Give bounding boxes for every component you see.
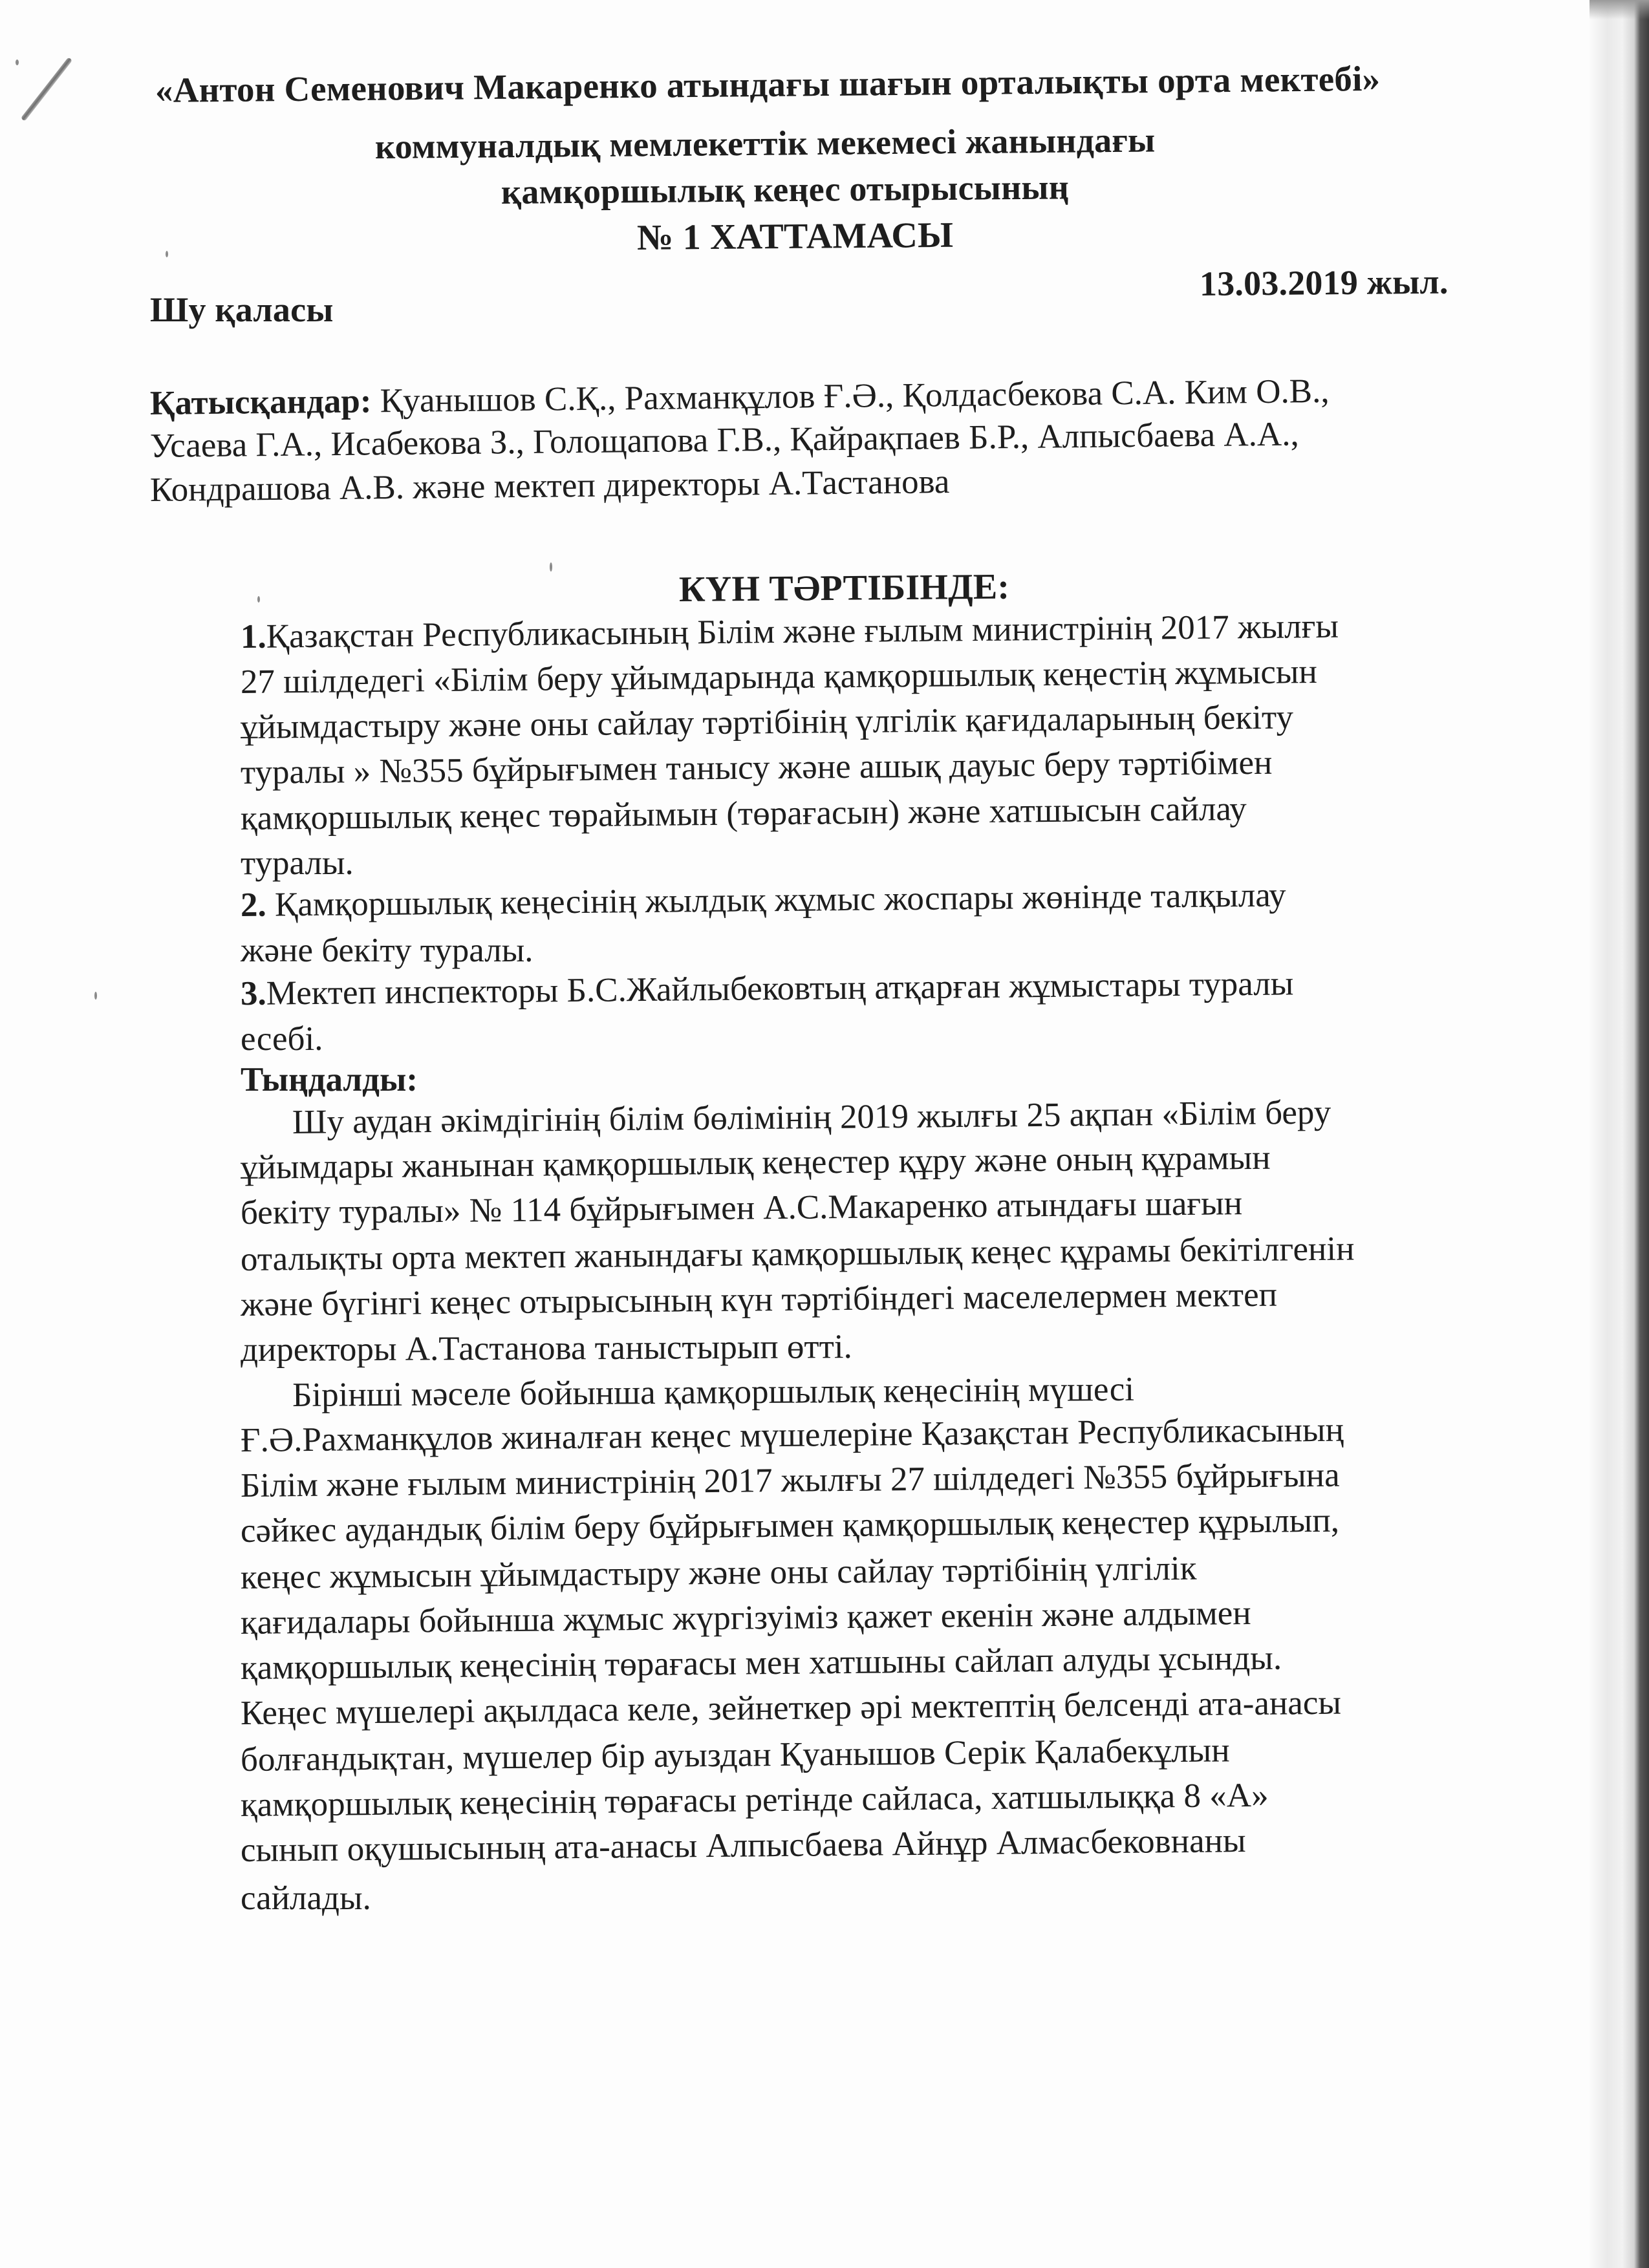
participants-label: Қатысқандар: bbox=[149, 382, 372, 422]
participants-line-3: Кондрашова А.В. және мектеп директоры А.Тастанова bbox=[149, 463, 950, 509]
scan-binding-shadow bbox=[1590, 0, 1649, 19]
scan-speck bbox=[550, 562, 552, 572]
agenda-item-1-line-5: қамқоршылық кеңес төрайымын (төрағасын) және хатшысын сайлау bbox=[240, 790, 1247, 837]
agenda-item-number: 2. bbox=[240, 886, 267, 924]
agenda-item-1-line-2: 27 шілдедегі «Білім беру ұйымдарында қамқоршылық кеңестің жұмысын bbox=[240, 653, 1318, 701]
listened-p1-line-5: және бүгінгі кеңес отырысының күн тәртібіндегі маселелермен мектеп bbox=[240, 1276, 1278, 1323]
participants-text: Қуанышов С.Қ., Рахманқұлов Ғ.Ә., Қолдасбекова С.А. Ким О.В., bbox=[371, 372, 1330, 420]
listened-p2-line-12: сайлады. bbox=[241, 1879, 371, 1917]
listened-p1-line-1: Шу аудан әкімдігінің білім бөлімінің 2019 жылғы 25 ақпан «Білім беру bbox=[292, 1093, 1331, 1141]
agenda-item-number: 1. bbox=[240, 617, 267, 656]
header-title-line-1: «Антон Семенович Макаренко атындағы шағын орталықты орта мектебі» bbox=[155, 58, 1381, 110]
agenda-item-3-line-1 bbox=[241, 964, 1294, 1013]
listened-p1-line-4: оталықты орта мектеп жанындағы қамқоршылық кеңес құрамы бекітілгенін bbox=[240, 1230, 1355, 1278]
agenda-item-1-line-1 bbox=[241, 607, 1339, 656]
listened-p2-line-8: Кеңес мүшелері ақылдаса келе, зейнеткер әрі мектептің белсенді ата-анасы bbox=[240, 1684, 1342, 1732]
listened-p2-line-10: қамқоршылық кеңесінің төрағасы ретінде сайласа, хатшылыққа 8 «А» bbox=[240, 1776, 1269, 1824]
listened-p2-line-3: Білім және ғылым министрінің 2017 жылғы 27 шілдедегі №355 бұйрығына bbox=[240, 1456, 1340, 1504]
agenda-item-3-line-2: есебі. bbox=[241, 1020, 323, 1058]
agenda-item-1-line-4: туралы » №355 бұйрығымен танысу және ашық дауыс беру тәртібімен bbox=[240, 744, 1273, 791]
scan-speck bbox=[16, 59, 19, 65]
scan-speck bbox=[257, 596, 260, 603]
agenda-item-1-line-3: ұйымдастыру және оны сайлау тәртібінің үлгілік қағидаларының бекіту bbox=[240, 698, 1294, 746]
pen-stroke-mark bbox=[21, 57, 72, 121]
scan-speck bbox=[166, 251, 168, 257]
header-title-line-3: қамқоршылық кеңес отырысының bbox=[501, 167, 1070, 211]
agenda-item-2-line-2: және бекіту туралы. bbox=[241, 932, 534, 969]
listened-p1-line-2: ұйымдары жанынан қамқоршылық кеңестер құру және оның құрамын bbox=[240, 1139, 1271, 1186]
listened-p2-line-6: қағидалары бойынша жұмыс жүргізуіміз қажет екенін және алдымен bbox=[240, 1594, 1251, 1642]
agenda-item-2-line-1 bbox=[241, 875, 1286, 925]
listened-p2-line-11: сынып оқушысының ата-анасы Алпысбаева Айнұр Алмасбековнаны bbox=[240, 1822, 1246, 1869]
listened-heading: Тыңдалды: bbox=[241, 1061, 418, 1098]
document-number-title: № 1 ХАТТАМАСЫ bbox=[636, 215, 954, 258]
document-date: 13.03.2019 жыл. bbox=[1199, 262, 1449, 303]
agenda-item-text: Қазақстан Республикасының Білім және ғылым министрінің 2017 жылғы bbox=[266, 607, 1339, 656]
listened-p2-line-4: сәйкес аудандық білім беру бұйрығымен қамқоршылық кеңестер құрылып, bbox=[240, 1501, 1340, 1550]
document-place: Шу қаласы bbox=[150, 290, 334, 329]
listened-p1-line-3: бекіту туралы» № 114 бұйрығымен А.С.Макаренко атындағы шағын bbox=[240, 1184, 1243, 1232]
listened-p2-line-1: Бірінші мәселе бойынша қамқоршылық кеңесінің мүшесі bbox=[292, 1370, 1135, 1414]
scan-speck bbox=[94, 992, 97, 1000]
header-title-line-2: коммуналдық мемлекеттік мекемесі жанындағы bbox=[374, 120, 1156, 166]
agenda-item-text: Қамқоршылық кеңесінің жылдық жұмыс жоспары жөнінде талқылау bbox=[266, 876, 1286, 924]
agenda-item-text: Мектеп инспекторы Б.С.Жайлыбековтың атқарған жұмыстары туралы bbox=[266, 965, 1294, 1012]
scan-binding-edge bbox=[1590, 0, 1649, 2268]
participants-line-2: Усаева Г.А., Исабекова З., Голощапова Г.В., Қайрақпаев Б.Р., Алпысбаева А.А., bbox=[149, 415, 1299, 465]
agenda-item-number: 3. bbox=[240, 974, 267, 1012]
listened-p2-line-9: болғандықтан, мүшелер бір ауыздан Қуанышов Серік Қалабекұлын bbox=[240, 1731, 1230, 1779]
listened-p2-line-7: қамқоршылық кеңесінің төрағасы мен хатшыны сайлап алуды ұсынды. bbox=[240, 1639, 1282, 1687]
agenda-heading: КҮН ТӘРТІБІНДЕ: bbox=[678, 566, 1010, 610]
participants-line-1 bbox=[150, 372, 1330, 423]
listened-p1-line-6: директоры А.Тастанова таныстырып өтті. bbox=[240, 1328, 852, 1369]
agenda-item-1-line-6: туралы. bbox=[241, 844, 354, 882]
listened-p2-line-2: Ғ.Ә.Рахманқұлов жиналған кеңес мүшелеріне Қазақстан Республикасының bbox=[240, 1411, 1344, 1459]
listened-p2-line-5: кеңес жұмысын ұйымдастыру және оны сайлау тәртібінің үлгілік bbox=[240, 1549, 1197, 1596]
